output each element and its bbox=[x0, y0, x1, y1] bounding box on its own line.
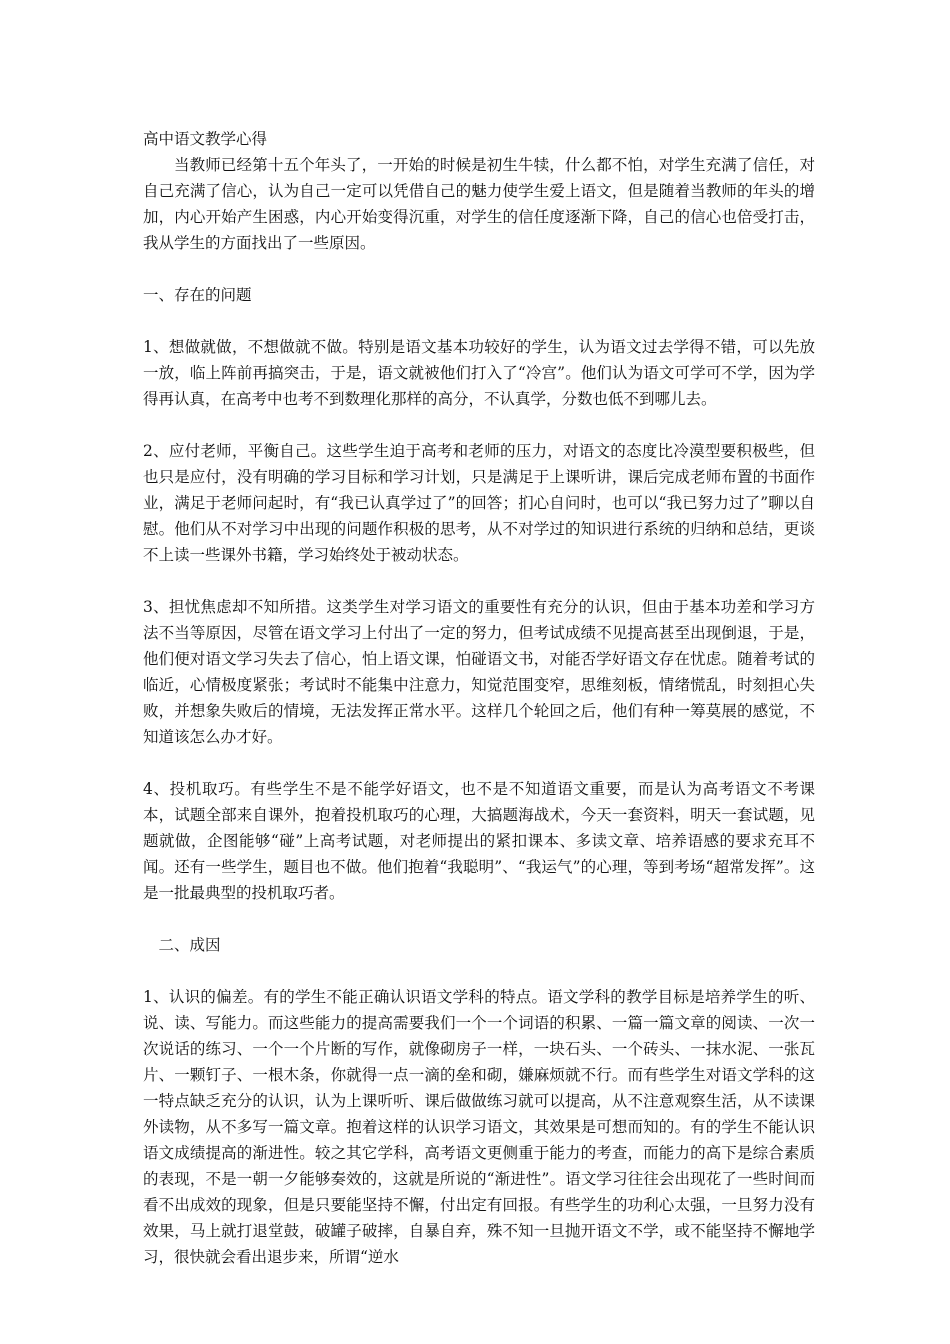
spacer bbox=[143, 750, 815, 776]
spacer bbox=[143, 958, 815, 984]
problem-paragraph-4: 4、投机取巧。有些学生不是不能学好语文，也不是不知道语文重要，而是认为高考语文不考课本，试题全部来自课外，抱着投机取巧的心理，大搞题海战术，今天一套资料，明天一套试题，见题就做，企图能够“碰”上高考试题，对老师提出的紧扣课本、多读文章、培养语感的要求充耳不闻。还有一些学生，题目也不做。他们抱着“我聪明”、“我运气”的心理，等到考场“超常发挥”。这是一批最典型的投机取巧者。 bbox=[143, 780, 815, 902]
spacer bbox=[143, 568, 815, 594]
spacer bbox=[143, 906, 815, 932]
section-heading-problems: 一、存在的问题 bbox=[143, 286, 252, 304]
document-page bbox=[143, 126, 815, 1270]
problem-paragraph-3: 3、担忧焦虑却不知所措。这类学生对学习语文的重要性有充分的认识，但由于基本功差和学习方法不当等原因，尽管在语文学习上付出了一定的努力，但考试成绩不见提高甚至出现倒退，于是，他们便对语文学习失去了信心，怕上语文课，怕碰语文书，对能否学好语文存在忧虑。随着考试的临近，心情极度紧张；考试时不能集中注意力，知觉范围变窄，思维刻板，情绪慌乱，时刻担心失败，并想象失败后的情境，无法发挥正常水平。这样几个轮回之后，他们有种一筹莫展的感觉，不知道该怎么办才好。 bbox=[143, 598, 815, 746]
intro-paragraph: 当教师已经第十五个年头了，一开始的时候是初生牛犊，什么都不怕，对学生充满了信任，对自己充满了信心，认为自己一定可以凭借自己的魅力使学生爱上语文，但是随着当教师的年头的增加，内心开始产生困惑，内心开始变得沉重，对学生的信任度逐渐下降，自己的信心也倍受打击，我从学生的方面找出了一些原因。 bbox=[143, 156, 815, 252]
cause-paragraph-1: 1、认识的偏差。有的学生不能正确认识语文学科的特点。语文学科的教学目标是培养学生的听、说、读、写能力。而这些能力的提高需要我们一个一个词语的积累、一篇一篇文章的阅读、一次一次说话的练习、一个一个片断的写作，就像砌房子一样，一块石头、一个砖头、一抹水泥、一张瓦片、一颗钉子、一根木条，你就得一点一滴的垒和砌，嫌麻烦就不行。而有些学生对语文学科的这一特点缺乏充分的认识，认为上课听听、课后做做练习就可以提高，从不注意观察生活，从不读课外读物，从不多写一篇文章。抱着这样的认识学习语文，其效果是可想而知的。有的学生不能认识语文成绩提高的渐进性。较之其它学科，高考语文更侧重于能力的考查，而能力的高下是综合素质的表现，不是一朝一夕能够奏效的，这就是所说的“渐进性”。语文学习往往会出现花了一些时间而看不出成效的现象，但是只要能坚持不懈，付出定有回报。有些学生的功利心太强，一旦努力没有效果，马上就打退堂鼓，破罐子破摔，自暴自弃，殊不知一旦抛开语文不学，或不能坚持不懈地学习，很快就会看出退步来，所谓“逆水 bbox=[143, 988, 815, 1266]
document-title: 高中语文教学心得 bbox=[143, 130, 268, 148]
problem-paragraph-1: 1、想做就做，不想做就不做。特别是语文基本功较好的学生，认为语文过去学得不错，可以先放一放，临上阵前再搞突击，于是，语文就被他们打入了“冷宫”。他们认为语文可学可不学，因为学得再认真，在高考中也考不到数理化那样的高分，不认真学，分数也低不到哪儿去。 bbox=[143, 338, 815, 408]
spacer bbox=[143, 308, 815, 334]
problem-paragraph-2: 2、应付老师，平衡自己。这些学生迫于高考和老师的压力，对语文的态度比冷漠型要积极些，但也只是应付，没有明确的学习目标和学习计划，只是满足于上课听讲，课后完成老师布置的书面作业，满足于老师问起时，有“我已认真学过了”的回答；扪心自问时，也可以“我已努力过了”聊以自慰。他们从不对学习中出现的问题作积极的思考，从不对学过的知识进行系统的归纳和总结，更谈不上读一些课外书籍，学习始终处于被动状态。 bbox=[143, 442, 815, 564]
spacer bbox=[143, 412, 815, 438]
section-heading-causes: 二、成因 bbox=[158, 936, 221, 954]
spacer bbox=[143, 256, 815, 282]
